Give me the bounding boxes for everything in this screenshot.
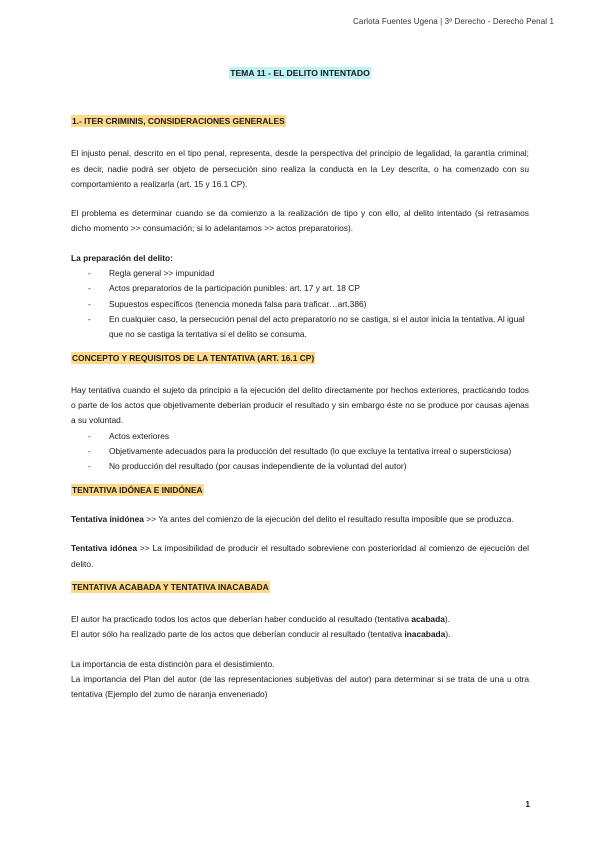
page-number: 1: [525, 800, 530, 809]
paragraph: Hay tentativa cuando el sujeto da principio a la ejecución del delito directamente por hechos exteriores, practicando todos o parte de los actos que objetivamente deberían producir el resultado y sin embargo éste no se produce por causas ajenas a su voluntad.: [71, 384, 529, 426]
paragraph-idonea: Tentativa idónea >> La imposibilidad de producir el resultado sobreviene con posterioridad al comienzo de ejecución del delito.: [71, 543, 529, 569]
list-item: - Actos exteriores: [71, 429, 529, 444]
section-heading-concepto: CONCEPTO Y REQUISITOS DE LA TENTATIVA (ART. 16.1 CP): [72, 352, 315, 363]
list-item: - Objetivamente adecuados para la producción del resultado (lo que excluye la tentativa irreal o supersticiosa): [71, 444, 529, 459]
line-inacabada: El autor sólo ha realizado parte de los actos que deberían conducir al resultado (tentativa inacabada).: [71, 629, 451, 640]
line-acabada: El autor ha practicado todos los actos que deberían haber conducido al resultado (tentativa acabada).: [71, 614, 450, 625]
list-item: - No producción del resultado (por causas independiente de la voluntad del autor): [71, 459, 529, 474]
page-header: Carlota Fuentes Ugena | 3º Derecho - Derecho Penal 1: [353, 17, 554, 26]
paragraph: La importancia del Plan del autor (de las representaciones subjetivas del autor) para determinar si se trata de una u otra tentativa (Ejemplo del zumo de naranja envenenado): [71, 674, 529, 700]
requirements-list: [71, 429, 529, 475]
paragraph: La importancia de esta distinción para el desistimiento.: [71, 658, 275, 669]
list-item: - En cualquier caso, la persecución penal del acto preparatorio no se castiga, si el autor inicia la tentativa. Al igual que no se castiga la tentativa si el delito se consuma.: [71, 312, 529, 343]
section-heading-idonea: TENTATIVA IDÓNEA E INIDÓNEA: [72, 484, 203, 495]
document-title: [0, 68, 600, 78]
paragraph: El injusto penal, descrito en el tipo penal, representa, desde la perspectiva del principio de legalidad, la garantía criminal; es decir, nadie podrá ser objeto de persecución sino realiza la conducta en la Ley descrita, o ha comenzado con su comportamiento a realizarla (art. 15 y 16.1 CP).: [71, 148, 529, 189]
section-heading-iter-criminis: 1.- ITER CRIMINIS, CONSIDERACIONES GENERALES: [72, 116, 285, 126]
list-item: - Actos preparatorios de la participación punibles: art. 17 y art. 18 CP: [71, 281, 529, 296]
paragraph: El problema es determinar cuando se da comienzo a la realización de tipo y con ello, al delito intentado (si retrasamos dicho momento >> consumación; si lo adelantamos >> actos preparatorios).: [71, 208, 529, 234]
document-body: [71, 114, 529, 703]
list-item: - Regla general >> impunidad: [71, 266, 529, 281]
subheading-preparacion: La preparación del delito:: [71, 252, 173, 263]
paragraph-inidonea: Tentativa inidónea >> Ya antes del comienzo de la ejecución del delito el resultado resulta imposible que se produzca.: [71, 513, 514, 524]
preparation-list: [71, 266, 529, 342]
section-heading-acabada: TENTATIVA ACABADA Y TENTATIVA INACABADA: [72, 581, 269, 592]
list-item: - Supuestos específicos (tenencia moneda falsa para traficar…art.386): [71, 297, 529, 312]
document-title-text: TEMA 11 - EL DELITO INTENTADO: [230, 68, 370, 78]
